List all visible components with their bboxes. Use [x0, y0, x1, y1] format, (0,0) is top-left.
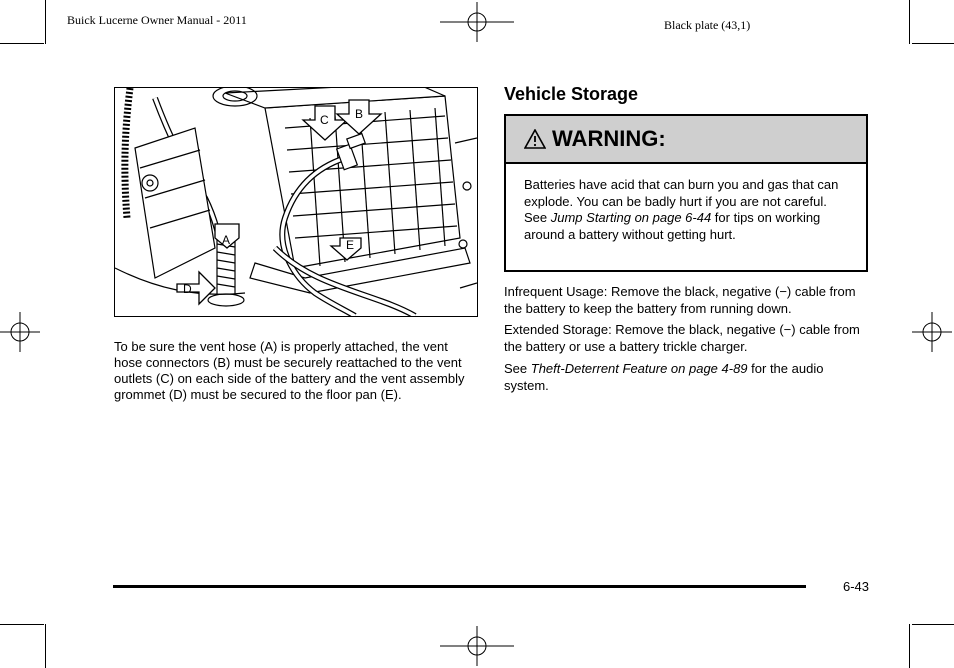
label-b: B [355, 107, 364, 121]
see-also-text: See [504, 361, 531, 376]
crop-mark [45, 0, 46, 44]
crop-mark [909, 624, 910, 668]
theft-deterrent-reference[interactable]: Theft-Deterrent Feature on page 4-89 [530, 361, 748, 376]
see-also-paragraph [504, 361, 870, 394]
battery-vent-illustration [114, 87, 478, 317]
warning-title: WARNING: [552, 126, 666, 151]
crop-mark [912, 43, 954, 44]
warning-triangle-icon [524, 129, 546, 149]
infrequent-usage-paragraph: Infrequent Usage: Remove the black, negative (−) cable from the battery to keep the battery from running down. [504, 284, 856, 316]
registration-mark-bottom [440, 626, 514, 666]
warning-header [506, 116, 866, 164]
figure-caption: To be sure the vent hose (A) is properly attached, the vent hose connectors (B) must be securely reattached to the vent outlets (C) on each side of the battery and the vent assembly grommet (D) must be secured to the floor pan (E). [114, 339, 465, 402]
extended-storage-paragraph: Extended Storage: Remove the black, negative (−) cable from the battery or use a battery trickle charger. [504, 322, 860, 354]
section-title: Vehicle Storage [504, 84, 639, 104]
warning-box [504, 114, 868, 272]
crop-mark [45, 624, 46, 668]
registration-mark-right [912, 312, 952, 352]
label-e: E [346, 238, 355, 252]
warning-text [506, 164, 866, 243]
see-also-text: for the audio system. [504, 361, 824, 393]
crop-mark [912, 624, 954, 625]
label-a: A [222, 233, 231, 247]
crop-mark [0, 624, 44, 625]
registration-mark-left [0, 312, 40, 352]
footer-rule [113, 585, 806, 588]
warning-text-part: Batteries have acid that can burn you and gas that can explode. You can be badly hurt if you are not careful. See [524, 177, 839, 225]
crop-mark [0, 43, 44, 44]
plate-label: Black plate (43,1) [664, 18, 751, 32]
crop-mark [909, 0, 910, 44]
label-c: C [320, 113, 329, 127]
registration-mark-top [440, 2, 514, 42]
manual-title: Buick Lucerne Owner Manual - 2011 [67, 13, 247, 27]
warning-text-part: for tips on working around a battery without getting hurt. [524, 210, 821, 242]
page-number: 6-43 [843, 579, 870, 594]
jump-starting-reference[interactable]: Jump Starting on page 6-44 [550, 210, 712, 225]
label-d: D [183, 282, 192, 296]
